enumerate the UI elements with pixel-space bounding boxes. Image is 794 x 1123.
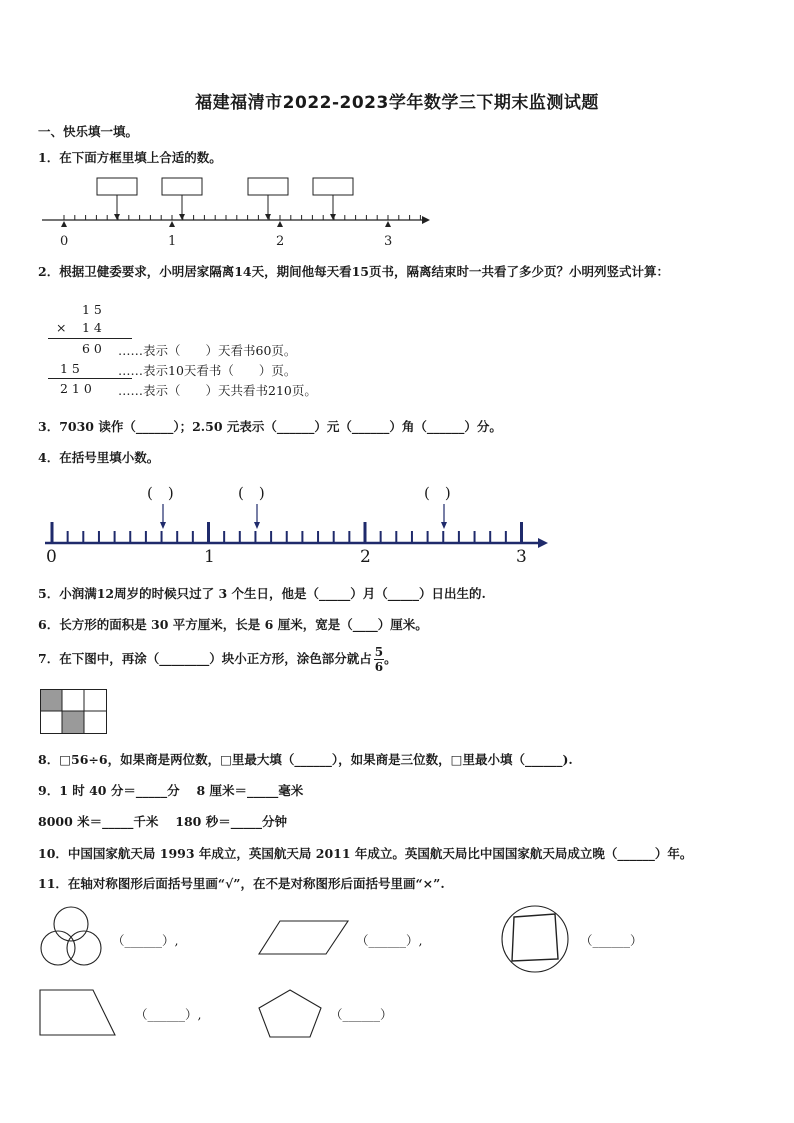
question-11: 11．在轴对称图形后面括号里画“√”，在不是对称图形后面括号里画“×”. [38,876,445,891]
shaded-cell-2 [62,711,84,733]
answer-11-5[interactable]: （______） [330,1007,393,1022]
tick-label-2: 2 [360,547,371,567]
answer-11-3[interactable]: （______） [580,933,643,948]
number-line-2 [0,478,794,568]
vertical-calc-row-5: 2 1 0 [60,381,92,396]
shading-grid [40,689,108,735]
answer-box-3[interactable] [248,178,288,195]
section-heading: 一、快乐填一填。 [38,124,139,139]
answer-11-1[interactable]: （______）, [112,933,179,948]
square-in-circle-figure [500,904,570,974]
shaded-cell-1 [40,689,62,711]
vertical-calc-row-4: 1 5 [60,361,80,376]
answer-box-4[interactable] [313,178,353,195]
vertical-calc-row-2: 1 4 [82,320,102,335]
row-5-note: ……表示（ ）天共看书210页。 [118,383,317,398]
answer-box-2[interactable] [162,178,202,195]
bracket-3[interactable]: ( ) [424,484,451,502]
tick-label-3: 3 [516,547,527,567]
trapezoid-figure [39,989,117,1037]
question-4: 4．在括号里填小数。 [38,450,160,465]
bracket-2[interactable]: ( ) [238,484,265,502]
pentagon-figure [258,988,324,1040]
answer-box-1[interactable] [97,178,137,195]
question-6: 6．长方形的面积是 30 平方厘米，长是 6 厘米，宽是（____）厘米。 [38,617,428,632]
question-3: 3．7030 读作（______）；2.50 元表示（______）元（______）角（______）分。 [38,419,502,434]
question-7-text: 7．在下图中，再涂（________）块小正方形，涂色部分就占 [38,651,372,666]
tick-label-2: 2 [276,234,285,249]
question-7: 7．在下图中，再涂（________）块小正方形，涂色部分就占 $\frac{5}{6}$ 。 [38,645,397,674]
tick-label-0: 0 [46,547,57,567]
tick-label-0: 0 [60,234,69,249]
row-4-note: ……表示10天看书（ ）页。 [118,363,297,378]
question-10: 10．中国国家航天局 1993 年成立，英国航天局 2011 年成立。英国航天局比中国国家航天局成立晚（______）年。 [38,846,693,861]
question-9-line-1: 9．1 时 40 分＝_____分 8 厘米＝_____毫米 [38,783,304,798]
row-3-note: ……表示（ ）天看书60页。 [118,343,297,358]
answer-11-2[interactable]: （______）, [356,933,423,948]
tick-label-1: 1 [204,547,215,567]
question-9-line-2: 8000 米＝_____千米 180 秒＝_____分钟 [38,814,287,829]
calc-divider-1 [48,338,132,339]
parallelogram-figure [258,920,350,956]
tick-label-1: 1 [168,234,177,249]
number-line-1 [0,170,794,250]
answer-11-4[interactable]: （______）, [135,1007,202,1022]
three-circles-figure [40,904,104,970]
times-sign: × [56,320,67,335]
fraction-five-sixths: $\frac{5}{6}$ [374,645,384,674]
tick-label-3: 3 [384,234,393,249]
vertical-calc-row-3: 6 0 [82,341,102,356]
page-title: 福建福清市2022-2023学年数学三下期末监测试题 [195,93,599,113]
question-2: 2．根据卫健委要求，小明居家隔离14天，期间他每天看15页书，隔离结束时一共看了多少页？小明列竖式计算： [38,264,669,279]
calc-divider-2 [48,378,132,379]
question-1: 1．在下面方框里填上合适的数。 [38,150,222,165]
question-5: 5．小润满12周岁的时候只过了 3 个生日，他是（_____）月（_____）日出生的. [38,586,486,601]
vertical-calc-row-1: 1 5 [82,302,102,317]
question-8: 8．□56÷6，如果商是两位数，□里最大填（______），如果商是三位数，□里最小填（______). [38,752,573,767]
bracket-1[interactable]: ( ) [147,484,174,502]
